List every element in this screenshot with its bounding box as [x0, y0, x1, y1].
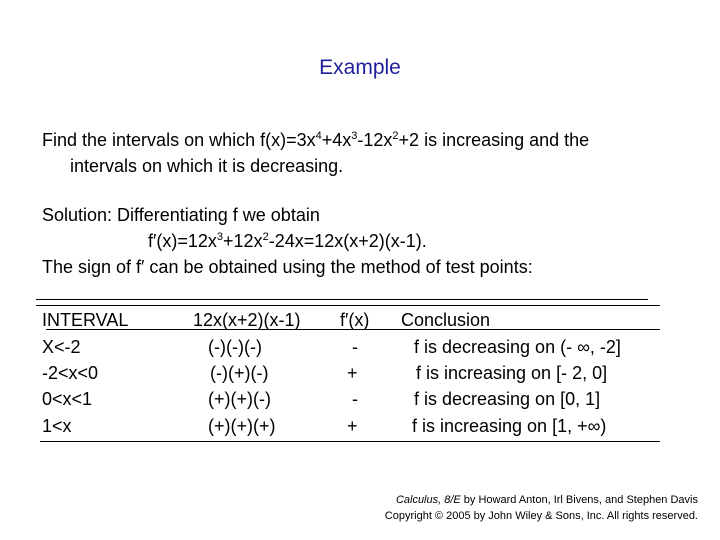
table-cell-interval: X<-2: [42, 337, 81, 357]
table-cell-derivative-sign: -: [352, 389, 358, 409]
problem-line-2: intervals on which it is decreasing.: [70, 156, 344, 176]
table-cell-derivative-sign: +: [347, 363, 358, 383]
exponent: 3: [351, 130, 358, 142]
header-conclusion: Conclusion: [401, 310, 491, 330]
credit-authors: by Howard Anton, Irl Bivens, and Stephen Davis: [460, 494, 698, 506]
exponent: 4: [315, 130, 322, 142]
table-top-rule-2: [36, 305, 660, 306]
table-top-rule: [36, 299, 648, 300]
copyright-credit: [385, 492, 698, 524]
solution-line-3: The sign of f′ can be obtained using the method of test points:: [42, 257, 533, 277]
problem-text: +4x: [321, 130, 352, 150]
table-cell-signs: (+)(+)(+): [208, 416, 276, 436]
derivative-text: -24x=12x(x+2)(x-1).: [268, 231, 427, 251]
table-cell-derivative-sign: +: [347, 416, 358, 436]
table-cell-conclusion: f is decreasing on (- ∞, -2]: [414, 337, 621, 357]
table-cell-conclusion: f is increasing on [- 2, 0]: [416, 363, 608, 383]
header-interval: INTERVAL: [42, 310, 129, 330]
table-cell-signs: (-)(+)(-): [210, 363, 269, 383]
derivative-text: +12x: [223, 231, 263, 251]
table-cell-derivative-sign: -: [352, 337, 358, 357]
exponent: 2: [262, 231, 269, 243]
problem-line-1: [42, 127, 589, 153]
table-cell-interval: -2<x<0: [42, 363, 99, 383]
solution-block: [42, 202, 533, 280]
exponent: 2: [392, 130, 399, 142]
table-cell-interval: 0<x<1: [42, 389, 93, 409]
credit-line-1: [385, 492, 698, 508]
table-cell-conclusion: f is decreasing on [0, 1]: [414, 389, 601, 409]
table-cell-signs: (-)(-)(-): [208, 337, 262, 357]
derivative-line: [42, 228, 533, 254]
table-cell-conclusion: f is increasing on [1, +∞): [412, 416, 607, 436]
table-bottom-rule: [40, 441, 660, 442]
header-derivative: f′(x): [340, 310, 370, 330]
derivative-text: f′(x)=12x: [148, 231, 217, 251]
book-title: Calculus, 8/E: [395, 494, 461, 506]
table-cell-signs: (+)(+)(-): [208, 389, 271, 409]
table-cell-interval: 1<x: [42, 416, 72, 436]
problem-statement: [42, 127, 589, 179]
problem-text: -12x: [357, 130, 393, 150]
credit-line-2: Copyright © 2005 by John Wiley & Sons, Inc. All rights reserved.: [384, 510, 698, 522]
problem-text: Find the intervals on which f(x)=3x: [42, 130, 316, 150]
header-factors: 12x(x+2)(x-1): [193, 310, 301, 330]
solution-line-1: Solution: Differentiating f we obtain: [42, 205, 320, 225]
exponent: 3: [216, 231, 224, 243]
problem-text: +2 is increasing and the: [398, 130, 590, 150]
slide-title: Example: [319, 56, 401, 79]
